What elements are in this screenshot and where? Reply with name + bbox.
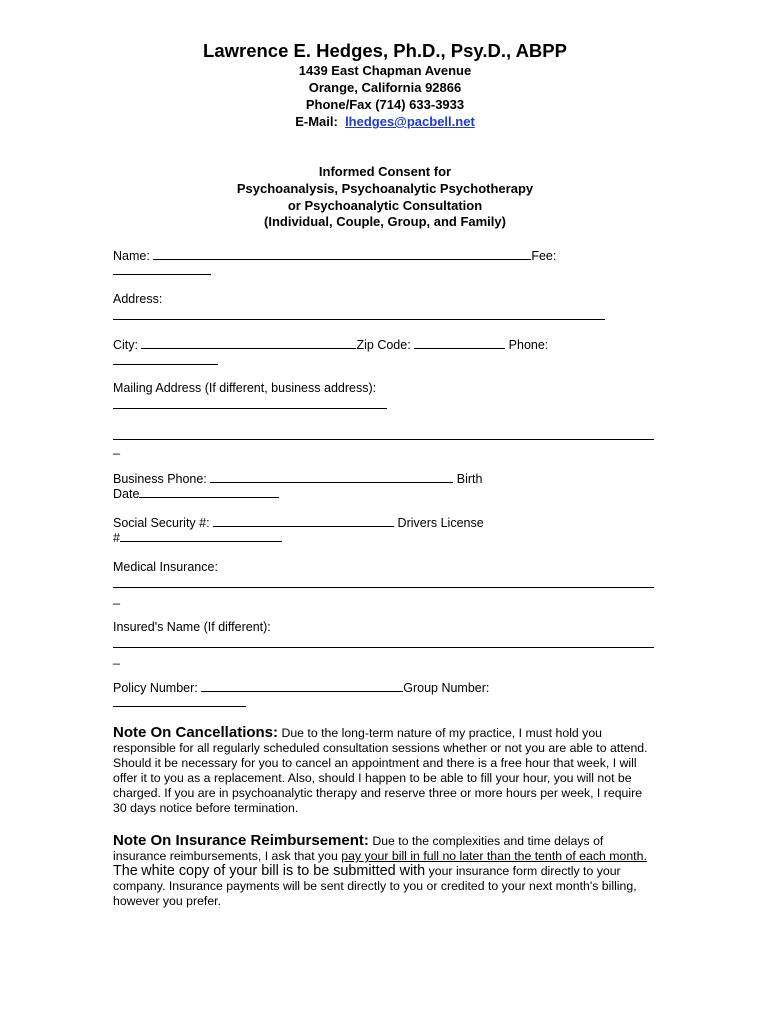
phone-field[interactable]: [113, 364, 218, 365]
policy-number-field[interactable]: [201, 680, 403, 692]
hash-label: #: [113, 531, 120, 545]
phone-label: Phone:: [508, 338, 549, 352]
email-link[interactable]: lhedges@pacbell.net: [345, 114, 475, 129]
group-number-field[interactable]: [113, 706, 246, 707]
fee-field[interactable]: [113, 274, 211, 275]
drivers-license-label: Drivers License: [397, 516, 484, 530]
insurance-text-1: Due to the complexities and time delays of insurance reimbursements, I ask that you: [113, 834, 604, 863]
policy-row: [113, 680, 489, 695]
ssn-field[interactable]: [213, 515, 394, 527]
email-label: E-Mail:: [295, 114, 338, 129]
insurance-underlined-text: pay your bill in full no later than the tenth of each month.: [341, 849, 647, 863]
birth-label: Birth: [456, 472, 483, 486]
insured-dash: _: [113, 651, 120, 665]
ssn-row: [113, 515, 484, 530]
consent-title-line-1: Informed Consent for: [318, 164, 452, 179]
phone-fax: Phone/Fax (714) 633-3933: [305, 97, 465, 112]
mailing-address-label: Mailing Address (If different, business address):: [113, 381, 377, 395]
business-phone-row: [113, 471, 482, 486]
address-field[interactable]: [113, 319, 605, 320]
city-address: Orange, California 92866: [308, 80, 462, 95]
consent-title-line-2: Psychoanalysis, Psychoanalytic Psychotherapy: [236, 181, 534, 196]
insurance-text-2: The: [113, 863, 138, 879]
city-label: City:: [113, 338, 138, 352]
practitioner-name: Lawrence E. Hedges, Ph.D., Psy.D., ABPP: [203, 40, 567, 61]
name-row: [113, 248, 556, 263]
name-label: Name:: [113, 249, 150, 263]
medical-dash: _: [113, 591, 120, 605]
date-label: Date: [113, 487, 140, 501]
cancellations-heading: Note On Cancellations:: [113, 724, 279, 741]
insurance-note: [113, 833, 659, 909]
drivers-license-field[interactable]: [120, 530, 282, 542]
policy-number-label: Policy Number:: [113, 681, 198, 695]
mailing-dash: _: [113, 441, 120, 455]
insurance-big-text: white copy of your bill is to be submitted with: [141, 863, 426, 879]
mailing-address-field-2[interactable]: [113, 439, 654, 440]
mailing-address-field-1[interactable]: [113, 408, 387, 409]
business-phone-label: Business Phone:: [113, 472, 207, 486]
fee-label: Fee:: [531, 249, 557, 263]
city-field[interactable]: [141, 337, 356, 349]
insurance-text-3: your insurance form directly to your company. Insurance payments will be sent directly to you or credited to your next month's billing, however you prefer.: [113, 864, 637, 908]
zip-field[interactable]: [414, 337, 505, 349]
zip-label: Zip Code:: [356, 338, 411, 352]
birth-date-row: [113, 486, 279, 501]
insured-name-field[interactable]: [113, 647, 654, 648]
consent-title-line-3: or Psychoanalytic Consultation: [287, 198, 483, 213]
business-phone-field[interactable]: [210, 471, 453, 483]
email-line: [0, 114, 770, 131]
birth-date-field[interactable]: [139, 486, 279, 498]
drivers-license-row: [113, 530, 282, 545]
medical-insurance-label: Medical Insurance:: [113, 560, 218, 574]
cancellations-text: Due to the long-term nature of my practice, I must hold you responsible for all regularly scheduled consultation sessions whether or not you are able to attend. Should it be necessary for you to cancel an appointment and there is a free hour that week, I will offer it to you as a replacement. Also, should I happen to be able to fill your hour, you will not be charged. If you are in psychoanalytic therapy and reserve three or more hours per week, I require 30 days notice before termination.: [113, 726, 648, 815]
insured-name-label: Insured's Name (If different):: [113, 620, 271, 634]
medical-insurance-field[interactable]: [113, 587, 654, 588]
city-row: [113, 337, 548, 352]
consent-title-line-4: (Individual, Couple, Group, and Family): [264, 214, 506, 229]
cancellations-note: [113, 725, 659, 816]
address-label: Address:: [113, 292, 163, 306]
name-field[interactable]: [153, 248, 531, 260]
ssn-label: Social Security #:: [113, 516, 210, 530]
group-number-label: Group Number:: [403, 681, 490, 695]
insurance-heading: Note On Insurance Reimbursement:: [113, 832, 369, 849]
street-address: 1439 East Chapman Avenue: [298, 63, 472, 78]
